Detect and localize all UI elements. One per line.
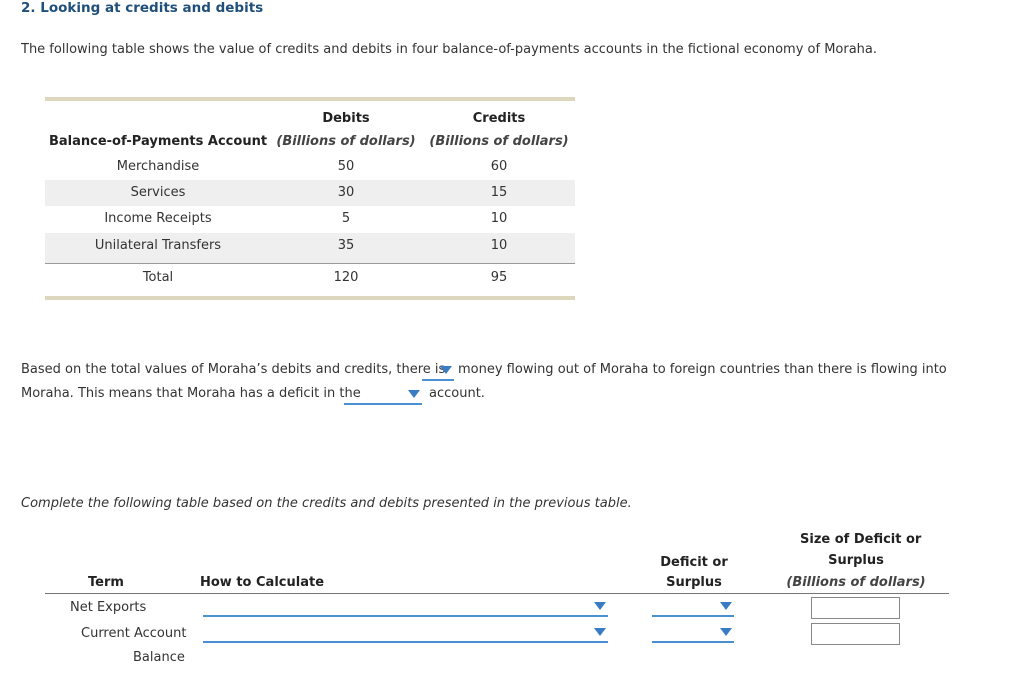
calc-header: How to Calculate [200, 575, 325, 590]
chevron-down-icon [594, 628, 606, 636]
term-net-exports: Net Exports [70, 600, 147, 615]
row-credits: 10 [490, 211, 508, 226]
balance-of-payments-table [45, 97, 575, 301]
chevron-down-icon [440, 366, 452, 374]
row-debits: 35 [337, 238, 355, 253]
sentence-part-3: Moraha. This means that Moraha has a deficit in the [21, 386, 361, 401]
row-account: Unilateral Transfers [94, 238, 222, 253]
credits-header: Credits [472, 111, 526, 126]
current-account-size-input[interactable] [811, 623, 900, 645]
row-credits: 10 [490, 238, 508, 253]
size-header-line2: Surplus [828, 553, 884, 568]
row-credits: 60 [490, 159, 508, 174]
total-debits: 120 [333, 270, 359, 285]
net-exports-deficit-dropdown[interactable] [652, 597, 734, 617]
row-debits: 30 [337, 185, 355, 200]
current-account-calc-dropdown[interactable] [203, 623, 608, 643]
row-debits: 50 [337, 159, 355, 174]
term-current-account-line2: Balance [133, 650, 185, 665]
row-account: Income Receipts [104, 211, 212, 226]
table-row [45, 207, 575, 233]
deficit-header-line2: Surplus [666, 575, 722, 590]
net-exports-calc-dropdown[interactable] [203, 597, 608, 617]
size-header-line3: (Billions of dollars) [786, 575, 926, 590]
sentence-part-4: account. [429, 386, 485, 401]
table2-header-rule [45, 593, 949, 594]
intro-text: The following table shows the value of credits and debits in four balance-of-payments accounts in the fictional economy of Moraha. [21, 42, 878, 57]
more-less-dropdown[interactable] [422, 361, 454, 381]
table-row [45, 233, 575, 263]
row-credits: 15 [490, 185, 508, 200]
sentence-part-1: Based on the total values of Moraha’s debits and credits, there is [21, 362, 446, 377]
chevron-down-icon [720, 628, 732, 636]
instruction-text: Complete the following table based on the credits and debits presented in the previous table. [21, 496, 632, 511]
total-credits: 95 [490, 270, 508, 285]
debits-header: Debits [322, 111, 370, 126]
account-header: Balance-of-Payments Account [48, 134, 268, 149]
total-label: Total [142, 270, 174, 285]
table-row [45, 180, 575, 206]
term-current-account: Current Account [81, 626, 187, 641]
table-top-rule [45, 97, 575, 101]
sentence-part-2: money flowing out of Moraha to foreign countries than there is flowing into [458, 362, 947, 377]
account-dropdown[interactable] [344, 385, 422, 405]
row-account: Merchandise [116, 159, 200, 174]
term-header: Term [88, 575, 124, 590]
chevron-down-icon [594, 602, 606, 610]
deficit-header-line1: Deficit or [660, 555, 728, 570]
section-heading: 2. Looking at credits and debits [21, 0, 264, 16]
row-account: Services [130, 185, 186, 200]
row-debits: 5 [341, 211, 351, 226]
current-account-deficit-dropdown[interactable] [652, 623, 734, 643]
chevron-down-icon [408, 390, 420, 398]
credits-unit-header: (Billions of dollars) [429, 134, 569, 149]
total-divider [45, 263, 575, 264]
table-row [45, 155, 575, 181]
size-header-line1: Size of Deficit or [800, 532, 922, 547]
table-bottom-rule [45, 296, 575, 300]
net-exports-size-input[interactable] [811, 597, 900, 619]
chevron-down-icon [720, 602, 732, 610]
debits-unit-header: (Billions of dollars) [276, 134, 416, 149]
